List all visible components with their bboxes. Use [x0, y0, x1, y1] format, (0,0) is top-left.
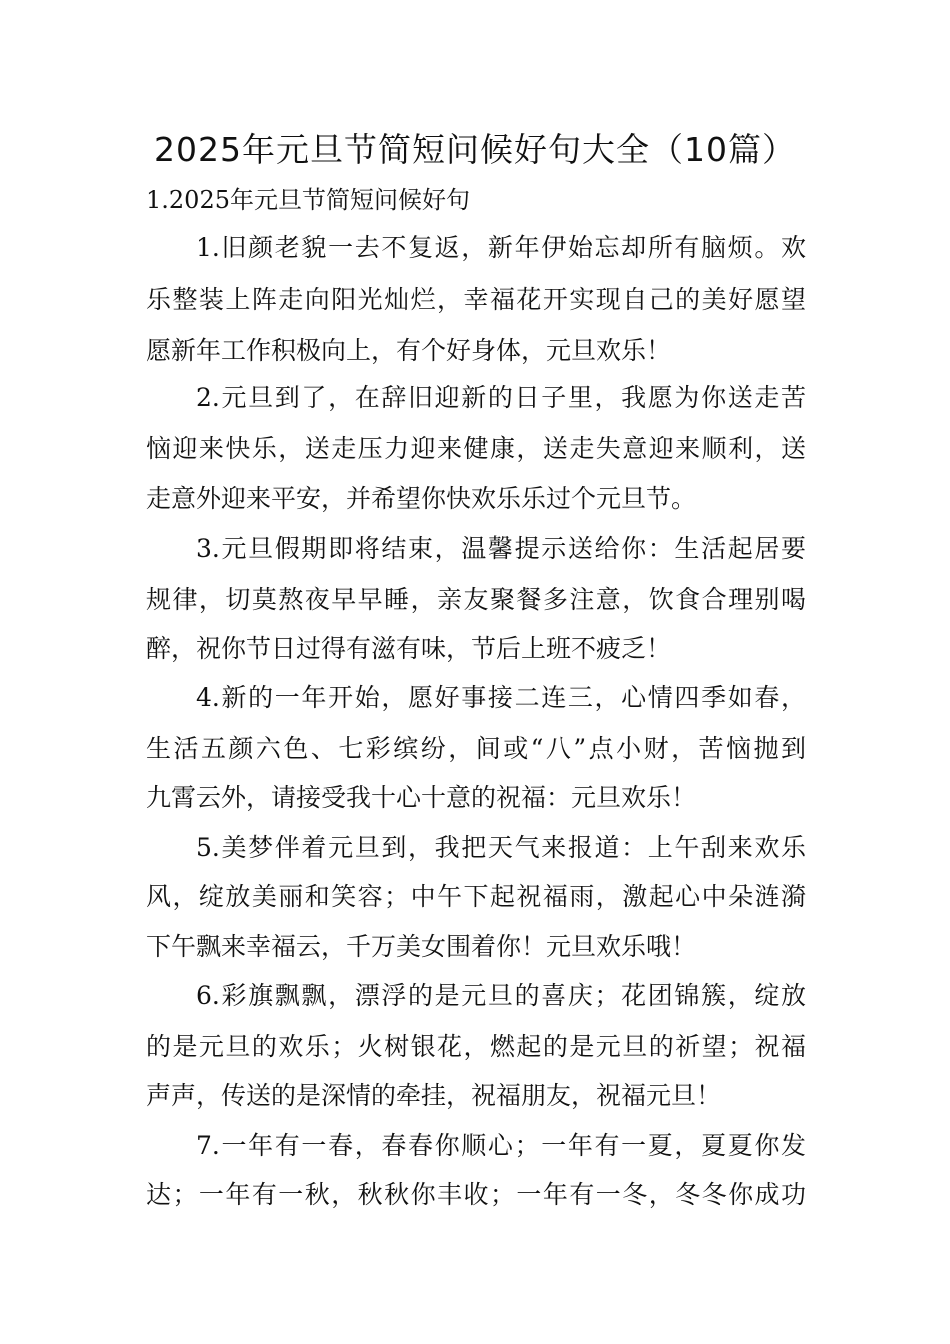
paragraph-line: 下午飘来幸福云，千万美女围着你！元旦欢乐哦！ [146, 932, 697, 961]
paragraph-line: 达；一年有一秋，秋秋你丰收；一年有一冬，冬冬你成功 [146, 1180, 806, 1209]
paragraph-line: 醉，祝你节日过得有滋有味，节后上班不疲乏！ [146, 634, 672, 663]
paragraph-line: 6.彩旗飘飘，漂浮的是元旦的喜庆；花团锦簇，绽放 [196, 981, 806, 1010]
paragraph-line: 2.元旦到了，在辞旧迎新的日子里，我愿为你送走苦 [196, 383, 806, 412]
paragraph-line: 7.一年有一春，春春你顺心；一年有一夏，夏夏你发 [196, 1131, 806, 1160]
paragraph-line: 声声，传送的是深情的牵挂，祝福朋友，祝福元旦！ [146, 1081, 722, 1110]
paragraph-line: 恼迎来快乐，送走压力迎来健康，送走失意迎来顺利，送 [146, 434, 806, 463]
paragraph-line: 1.旧颜老貌一去不复返，新年伊始忘却所有脑烦。欢 [196, 233, 806, 262]
paragraph-line: 的是元旦的欢乐；火树银花，燃起的是元旦的祈望；祝福 [146, 1032, 806, 1061]
paragraph-line: 九霄云外，请接受我十心十意的祝福：元旦欢乐！ [146, 783, 697, 812]
paragraph-line: 规律，切莫熬夜早早睡，亲友聚餐多注意，饮食合理别喝 [146, 585, 806, 614]
paragraph-line: 生活五颜六色、七彩缤纷，间或“八”点小财，苦恼抛到 [146, 734, 806, 763]
paragraph-line: 愿新年工作积极向上，有个好身体，元旦欢乐！ [146, 336, 672, 365]
paragraph-line: 5.美梦伴着元旦到，我把天气来报道：上午刮来欢乐 [196, 833, 806, 862]
paragraph-line: 4.新的一年开始，愿好事接二连三，心情四季如春， [196, 683, 806, 712]
document-title: 2025年元旦节简短问候好句大全（10篇） [154, 130, 796, 169]
paragraph-line: 3.元旦假期即将结束，温馨提示送给你：生活起居要 [196, 534, 806, 563]
paragraph-line: 走意外迎来平安，并希望你快欢乐乐过个元旦节。 [146, 484, 697, 513]
paragraph-line: 风，绽放美丽和笑容；中午下起祝福雨，激起心中朵涟漪 [146, 882, 806, 911]
section-heading: 1.2025年元旦节简短问候好句 [146, 186, 470, 214]
paragraph-line: 乐整装上阵走向阳光灿烂，幸福花开实现自己的美好愿望 [146, 285, 806, 314]
